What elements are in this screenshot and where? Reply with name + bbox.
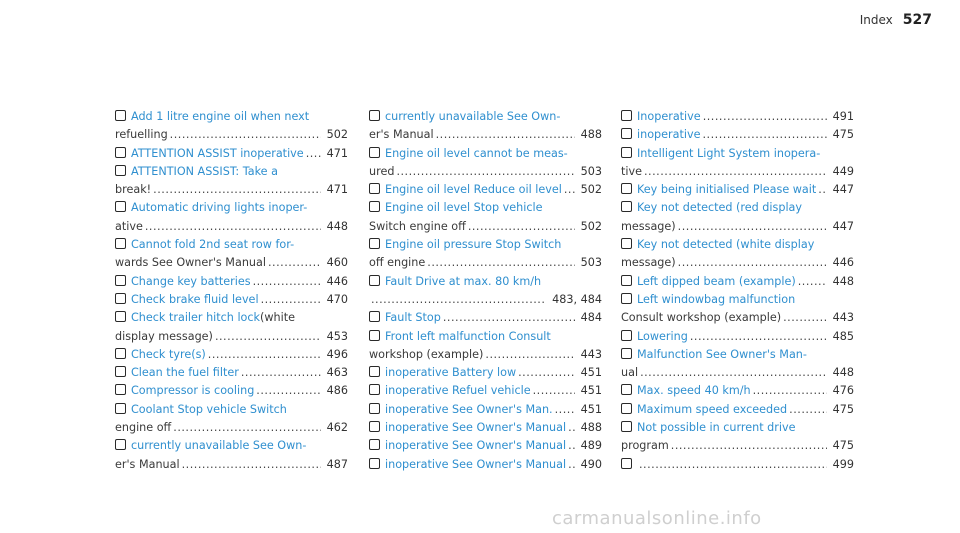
leader-dots — [568, 456, 575, 474]
entry-page-number[interactable]: 488 — [580, 128, 602, 142]
index-entry-line — [621, 346, 854, 364]
leader-dots — [436, 126, 575, 144]
index-entry-line — [115, 218, 348, 236]
index-entry[interactable] — [115, 291, 348, 309]
entry-link-text[interactable]: Front left malfunction Consult — [385, 329, 551, 343]
index-entry-line — [369, 291, 602, 309]
index-entry-line — [369, 145, 602, 163]
leader-dots — [678, 218, 827, 236]
index-entry-line — [621, 291, 854, 309]
entry-page-number[interactable]: 502 — [326, 128, 348, 142]
entry-page-number[interactable]: 451 — [580, 402, 602, 416]
leader-dots — [640, 364, 827, 382]
oil-can-icon — [115, 110, 126, 121]
entry-link-text[interactable]: Coolant Stop vehicle Switch — [131, 402, 287, 416]
index-entry[interactable] — [369, 437, 602, 455]
index-entry-line — [369, 401, 602, 419]
index-entry-line — [115, 419, 348, 437]
leader-dots — [818, 181, 826, 199]
leader-dots — [690, 328, 827, 346]
index-entry-line — [369, 328, 602, 346]
index-entry-line — [369, 309, 602, 327]
leader-dots — [468, 218, 575, 236]
entry-text: tive — [621, 164, 642, 178]
index-entry[interactable] — [115, 382, 348, 400]
entry-text: program — [621, 439, 669, 453]
leader-dots — [268, 254, 321, 272]
entry-link-text[interactable]: Engine oil level Stop vehicle — [385, 201, 543, 215]
entry-link-text[interactable]: Left dipped beam (example) — [637, 274, 796, 288]
index-entry-line — [369, 382, 602, 400]
entry-page-number[interactable]: 449 — [832, 164, 854, 178]
battery-icon — [369, 366, 380, 377]
entry-text: ured — [369, 164, 395, 178]
entry-link-text[interactable]: Max. speed 40 km/h — [637, 384, 751, 398]
entry-page-number[interactable]: 460 — [326, 256, 348, 270]
index-entry[interactable] — [621, 291, 854, 328]
car-icon — [369, 439, 380, 450]
index-entry-line — [369, 126, 602, 144]
distance-icon — [621, 128, 632, 139]
index-entry[interactable] — [621, 328, 854, 346]
oil-can-icon — [369, 201, 380, 212]
index-entry-line — [621, 181, 854, 199]
index-column-2 — [369, 108, 602, 474]
leader-dots — [798, 273, 827, 291]
index-entry[interactable] — [369, 456, 602, 474]
leader-dots — [253, 273, 321, 291]
entry-link-text[interactable]: Clean the fuel filter — [131, 366, 239, 380]
leader-dots — [639, 456, 827, 474]
leader-dots — [568, 437, 575, 455]
entry-link-text[interactable]: inoperative See Owner's Manual — [385, 439, 567, 453]
entry-link-text[interactable]: inoperative See Owner's Man. — [385, 402, 553, 416]
index-column-1 — [115, 108, 348, 474]
entry-page-number[interactable]: 502 — [580, 183, 602, 197]
index-entry-line — [621, 145, 854, 163]
index-entry[interactable] — [369, 309, 602, 327]
entry-page-number[interactable]: 488 — [580, 421, 602, 435]
trailer-icon — [115, 311, 126, 322]
entry-page-number[interactable]: 491 — [832, 110, 854, 123]
index-entry[interactable] — [621, 199, 854, 236]
index-entry[interactable] — [115, 145, 348, 163]
index-entry-line — [621, 437, 854, 455]
entry-link-text[interactable]: Fault Drive at max. 80 km/h — [385, 274, 542, 288]
leader-dots — [145, 218, 321, 236]
index-entry-line — [115, 236, 348, 254]
seat-belt-icon — [621, 458, 632, 469]
car-icon — [369, 110, 380, 121]
entry-page-number[interactable]: 451 — [580, 366, 602, 380]
index-entry-line — [115, 456, 348, 474]
entry-link-text[interactable]: Engine oil pressure Stop Switch — [385, 238, 562, 252]
entry-page-number[interactable]: 475 — [832, 439, 854, 453]
entry-page-number[interactable]: 463 — [326, 366, 348, 380]
entry-text: refuelling — [115, 128, 168, 142]
entry-text: workshop (example) — [369, 347, 484, 361]
entry-text: message) — [621, 219, 676, 233]
leader-dots — [153, 181, 320, 199]
drive-icon — [369, 311, 380, 322]
entry-text: wards See Owner's Manual — [115, 256, 266, 270]
index-entry-line — [621, 273, 854, 291]
index-entry-line — [369, 419, 602, 437]
index-entry[interactable] — [621, 273, 854, 291]
index-entry[interactable] — [115, 273, 348, 291]
light-icon — [621, 348, 632, 359]
index-entry-line — [369, 437, 602, 455]
index-entry-line — [621, 254, 854, 272]
index-entry[interactable] — [621, 108, 854, 126]
index-entry[interactable] — [369, 108, 602, 145]
entry-link-text[interactable]: Not possible in current drive — [637, 421, 796, 435]
battery-icon — [369, 384, 380, 395]
entry-page-number[interactable]: 453 — [326, 329, 348, 343]
index-entry-line — [115, 437, 348, 455]
index-entry-line — [621, 456, 854, 474]
index-entry-line — [115, 309, 348, 327]
index-entry-line — [115, 346, 348, 364]
entry-page-number[interactable]: 448 — [326, 219, 348, 233]
entry-link-text[interactable]: Key not detected (red display — [637, 201, 803, 215]
page-number: 527 — [902, 12, 932, 28]
index-entry-line — [621, 108, 854, 126]
index-entry-line — [115, 145, 348, 163]
index-entry-line — [369, 254, 602, 272]
key-icon — [621, 183, 632, 194]
entry-page-number[interactable]: 451 — [580, 384, 602, 398]
circle-icon — [369, 421, 380, 432]
entry-link-text[interactable]: inoperative Battery low — [385, 366, 517, 380]
oil-can-icon — [369, 238, 380, 249]
airbag-icon — [369, 330, 380, 341]
leader-dots — [518, 364, 575, 382]
entry-page-number[interactable]: 486 — [326, 384, 348, 398]
index-entry-line — [621, 309, 854, 327]
leader-dots — [182, 456, 321, 474]
oil-can-icon — [369, 147, 380, 158]
entry-link-text[interactable]: inoperative See Owner's Manual — [385, 421, 567, 435]
ebd-icon — [369, 458, 380, 469]
index-entry-line — [115, 181, 348, 199]
entry-text: display message) — [115, 329, 213, 343]
index-entry[interactable] — [621, 456, 854, 474]
index-entry-line — [115, 364, 348, 382]
index-entry-line — [621, 236, 854, 254]
index-entry-line — [369, 456, 602, 474]
index-entry[interactable] — [621, 126, 854, 144]
section-title: Index — [859, 13, 893, 27]
entry-page-number[interactable]: 462 — [326, 421, 348, 435]
leader-dots — [568, 419, 575, 437]
index-entry[interactable] — [369, 145, 602, 182]
index-entry[interactable] — [115, 437, 348, 474]
battery-icon — [369, 403, 380, 414]
index-entry[interactable] — [115, 364, 348, 382]
leader-dots — [678, 254, 827, 272]
index-entry[interactable] — [369, 328, 602, 365]
leader-dots — [306, 145, 321, 163]
leader-dots — [443, 309, 575, 327]
index-entry-line — [369, 236, 602, 254]
index-entry[interactable] — [115, 309, 348, 346]
index-entry-line — [115, 254, 348, 272]
steering-wheel-icon — [115, 165, 126, 176]
circle-icon — [115, 439, 126, 450]
entry-page-number[interactable]: 490 — [580, 457, 602, 471]
entry-link-text[interactable]: currently unavailable See Own- — [131, 439, 307, 453]
leader-dots — [173, 419, 320, 437]
entry-page-number[interactable]: 446 — [326, 274, 348, 288]
index-entry-line — [621, 199, 854, 217]
index-entry[interactable] — [115, 163, 348, 200]
key-icon — [621, 238, 632, 249]
entry-page-number[interactable]: 503 — [580, 164, 602, 178]
oil-can-icon — [369, 183, 380, 194]
entry-link-text[interactable]: Check tyre(s) — [131, 347, 206, 361]
index-entry-line — [621, 163, 854, 181]
index-entry[interactable] — [621, 401, 854, 419]
entry-link-text[interactable]: Inoperative — [637, 110, 701, 123]
index-entry-line — [369, 346, 602, 364]
entry-text: Consult workshop (example) — [621, 311, 782, 325]
leader-dots — [703, 108, 827, 126]
entry-link-text[interactable]: Maximum speed exceeded — [637, 402, 788, 416]
index-entry-line — [621, 419, 854, 437]
leader-dots — [753, 382, 827, 400]
index-entry-line — [369, 218, 602, 236]
index-entry[interactable] — [115, 236, 348, 273]
entry-link-text[interactable]: Key being initialised Please wait — [637, 183, 817, 197]
entry-page-number[interactable]: 448 — [832, 274, 854, 288]
entry-text: engine off — [115, 421, 172, 435]
leader-dots — [485, 346, 574, 364]
entry-text: Switch engine off — [369, 219, 466, 233]
index-entry[interactable] — [369, 236, 602, 273]
entry-link-text[interactable]: Automatic driving lights inoper- — [131, 201, 308, 215]
seat-icon — [115, 238, 126, 249]
index-entry[interactable] — [621, 382, 854, 400]
entry-page-number[interactable]: 470 — [326, 292, 348, 306]
entry-link-text[interactable]: Check brake fluid level — [131, 292, 259, 306]
index-entry[interactable] — [369, 382, 602, 400]
index-entry-line — [115, 199, 348, 217]
index-entry[interactable] — [369, 273, 602, 310]
index-entry[interactable] — [369, 364, 602, 382]
entry-link-text[interactable]: Key not detected (white display — [637, 238, 815, 252]
index-entry[interactable] — [115, 401, 348, 438]
index-entry-line — [621, 126, 854, 144]
index-entry[interactable] — [115, 199, 348, 236]
index-entry[interactable] — [369, 181, 602, 199]
entry-link-text[interactable]: inoperative See Owner's Manual — [385, 457, 567, 471]
entry-text: ative — [115, 219, 143, 233]
sos-icon — [621, 110, 632, 121]
entry-link-text[interactable]: Malfunction See Owner's Man- — [637, 347, 807, 361]
index-entry-line — [115, 328, 348, 346]
index-entry-line — [621, 401, 854, 419]
entry-page-number[interactable]: 475 — [832, 128, 854, 142]
index-entry[interactable] — [369, 199, 602, 236]
index-entry[interactable] — [621, 346, 854, 383]
index-entry-line — [621, 382, 854, 400]
leader-dots — [170, 126, 321, 144]
entry-page-number[interactable]: 471 — [326, 183, 348, 197]
index-entry-line — [621, 218, 854, 236]
entry-text: message) — [621, 256, 676, 270]
distance-icon — [621, 421, 632, 432]
leader-dots — [702, 126, 826, 144]
entry-page-number[interactable]: 487 — [326, 457, 348, 471]
index-entry-line — [115, 382, 348, 400]
key-icon — [115, 275, 126, 286]
entry-page-number[interactable]: 502 — [580, 219, 602, 233]
index-entry[interactable] — [115, 108, 348, 145]
entry-link-text[interactable]: Engine oil level cannot be meas- — [385, 146, 568, 160]
entry-text: off engine — [369, 256, 426, 270]
entry-link-text[interactable]: Fault Stop — [385, 311, 441, 325]
index-entry-line — [369, 273, 602, 291]
entry-link-text[interactable]: Left windowbag malfunction — [637, 292, 796, 306]
leader-dots — [427, 254, 574, 272]
leader-dots — [533, 382, 575, 400]
index-entry-line — [369, 108, 602, 126]
drive-icon — [369, 275, 380, 286]
entry-page-number[interactable]: 443 — [580, 347, 602, 361]
compressor-icon — [115, 384, 126, 395]
entry-text: er's Manual — [369, 128, 434, 142]
leader-dots — [261, 291, 321, 309]
index-entry-line — [115, 126, 348, 144]
entry-link-text[interactable]: Check trailer hitch lock — [131, 311, 261, 325]
index-entry-line — [369, 364, 602, 382]
entry-text: break! — [115, 183, 152, 197]
speed-limit-icon — [621, 403, 632, 414]
index-entry-line — [621, 328, 854, 346]
index-entry-line — [115, 291, 348, 309]
index-entry[interactable] — [621, 145, 854, 182]
entry-page-number[interactable]: 447 — [832, 183, 854, 197]
entry-link-text[interactable]: ATTENTION ASSIST inoperative — [131, 146, 304, 160]
leader-dots — [789, 401, 826, 419]
index-entry-line — [369, 199, 602, 217]
entry-page-number[interactable]: 446 — [832, 256, 854, 270]
page-header — [860, 12, 932, 28]
entry-page-number[interactable]: 489 — [580, 439, 602, 453]
index-entry[interactable] — [621, 419, 854, 456]
airbag-icon — [621, 293, 632, 304]
leader-dots — [783, 309, 827, 327]
leader-dots — [241, 364, 321, 382]
index-entry-line — [115, 108, 348, 126]
entry-link-text[interactable]: Lowering — [637, 329, 688, 343]
entry-page-number[interactable]: 447 — [832, 219, 854, 233]
index-column-3 — [621, 108, 854, 474]
index-entry[interactable] — [369, 419, 602, 437]
index-entry[interactable] — [115, 346, 348, 364]
leader-dots — [564, 181, 575, 199]
index-entry-line — [369, 163, 602, 181]
entry-link-text[interactable]: Cannot fold 2nd seat row for- — [131, 238, 295, 252]
entry-page-number[interactable]: 496 — [326, 347, 348, 361]
leader-dots — [396, 163, 574, 181]
light-icon — [621, 147, 632, 158]
light-icon — [115, 201, 126, 212]
coolant-icon — [115, 403, 126, 414]
index-entry-line — [115, 273, 348, 291]
index-entry[interactable] — [369, 401, 602, 419]
entry-link-text[interactable]: Change key batteries — [131, 274, 251, 288]
steering-wheel-icon — [115, 147, 126, 158]
index-entry-line — [369, 181, 602, 199]
leader-dots — [256, 382, 320, 400]
entry-link-text[interactable]: inoperative Refuel vehicle — [385, 384, 531, 398]
entry-page-number[interactable]: 499 — [832, 457, 854, 471]
entry-page-number[interactable]: 484 — [580, 311, 602, 325]
index-entry[interactable] — [621, 236, 854, 273]
entry-text: (white — [260, 311, 296, 325]
index-entry-line — [115, 163, 348, 181]
entry-page-number[interactable]: 475 — [832, 402, 854, 416]
leader-dots — [671, 437, 827, 455]
entry-page-number[interactable]: 483, 484 — [552, 292, 602, 306]
index-entry[interactable] — [621, 181, 854, 199]
entry-link-text[interactable]: Intelligent Light System inopera- — [637, 146, 821, 160]
entry-link-text[interactable]: Compressor is cooling — [131, 384, 255, 398]
leader-dots — [215, 328, 321, 346]
lowering-icon — [621, 330, 632, 341]
entry-page-number[interactable]: 443 — [832, 311, 854, 325]
entry-text: er's Manual — [115, 457, 180, 471]
entry-link-text[interactable]: inoperative — [637, 128, 701, 142]
entry-link-text[interactable]: ATTENTION ASSIST: Take a — [131, 164, 278, 178]
distance-icon — [621, 384, 632, 395]
brake-icon — [115, 293, 126, 304]
entry-text: ual — [621, 366, 639, 380]
watermark: carmanualsonline.info — [552, 508, 762, 529]
index-entry-line — [621, 364, 854, 382]
entry-page-number[interactable]: 485 — [832, 329, 854, 343]
entry-page-number[interactable]: 503 — [580, 256, 602, 270]
entry-page-number[interactable]: 476 — [832, 384, 854, 398]
tyre-icon — [115, 348, 126, 359]
entry-page-number[interactable]: 471 — [326, 146, 348, 160]
key-icon — [621, 201, 632, 212]
entry-link-text[interactable]: currently unavailable See Own- — [385, 110, 561, 123]
leader-dots — [208, 346, 321, 364]
light-icon — [621, 275, 632, 286]
entry-link-text[interactable]: Engine oil level Reduce oil level — [385, 183, 562, 197]
leader-dots — [644, 163, 827, 181]
entry-page-number[interactable]: 448 — [832, 366, 854, 380]
index-entry-line — [115, 401, 348, 419]
entry-link-text[interactable]: Add 1 litre engine oil when next — [131, 110, 310, 123]
leader-dots — [555, 401, 575, 419]
leader-dots — [371, 291, 546, 309]
fuel-filter-icon — [115, 366, 126, 377]
